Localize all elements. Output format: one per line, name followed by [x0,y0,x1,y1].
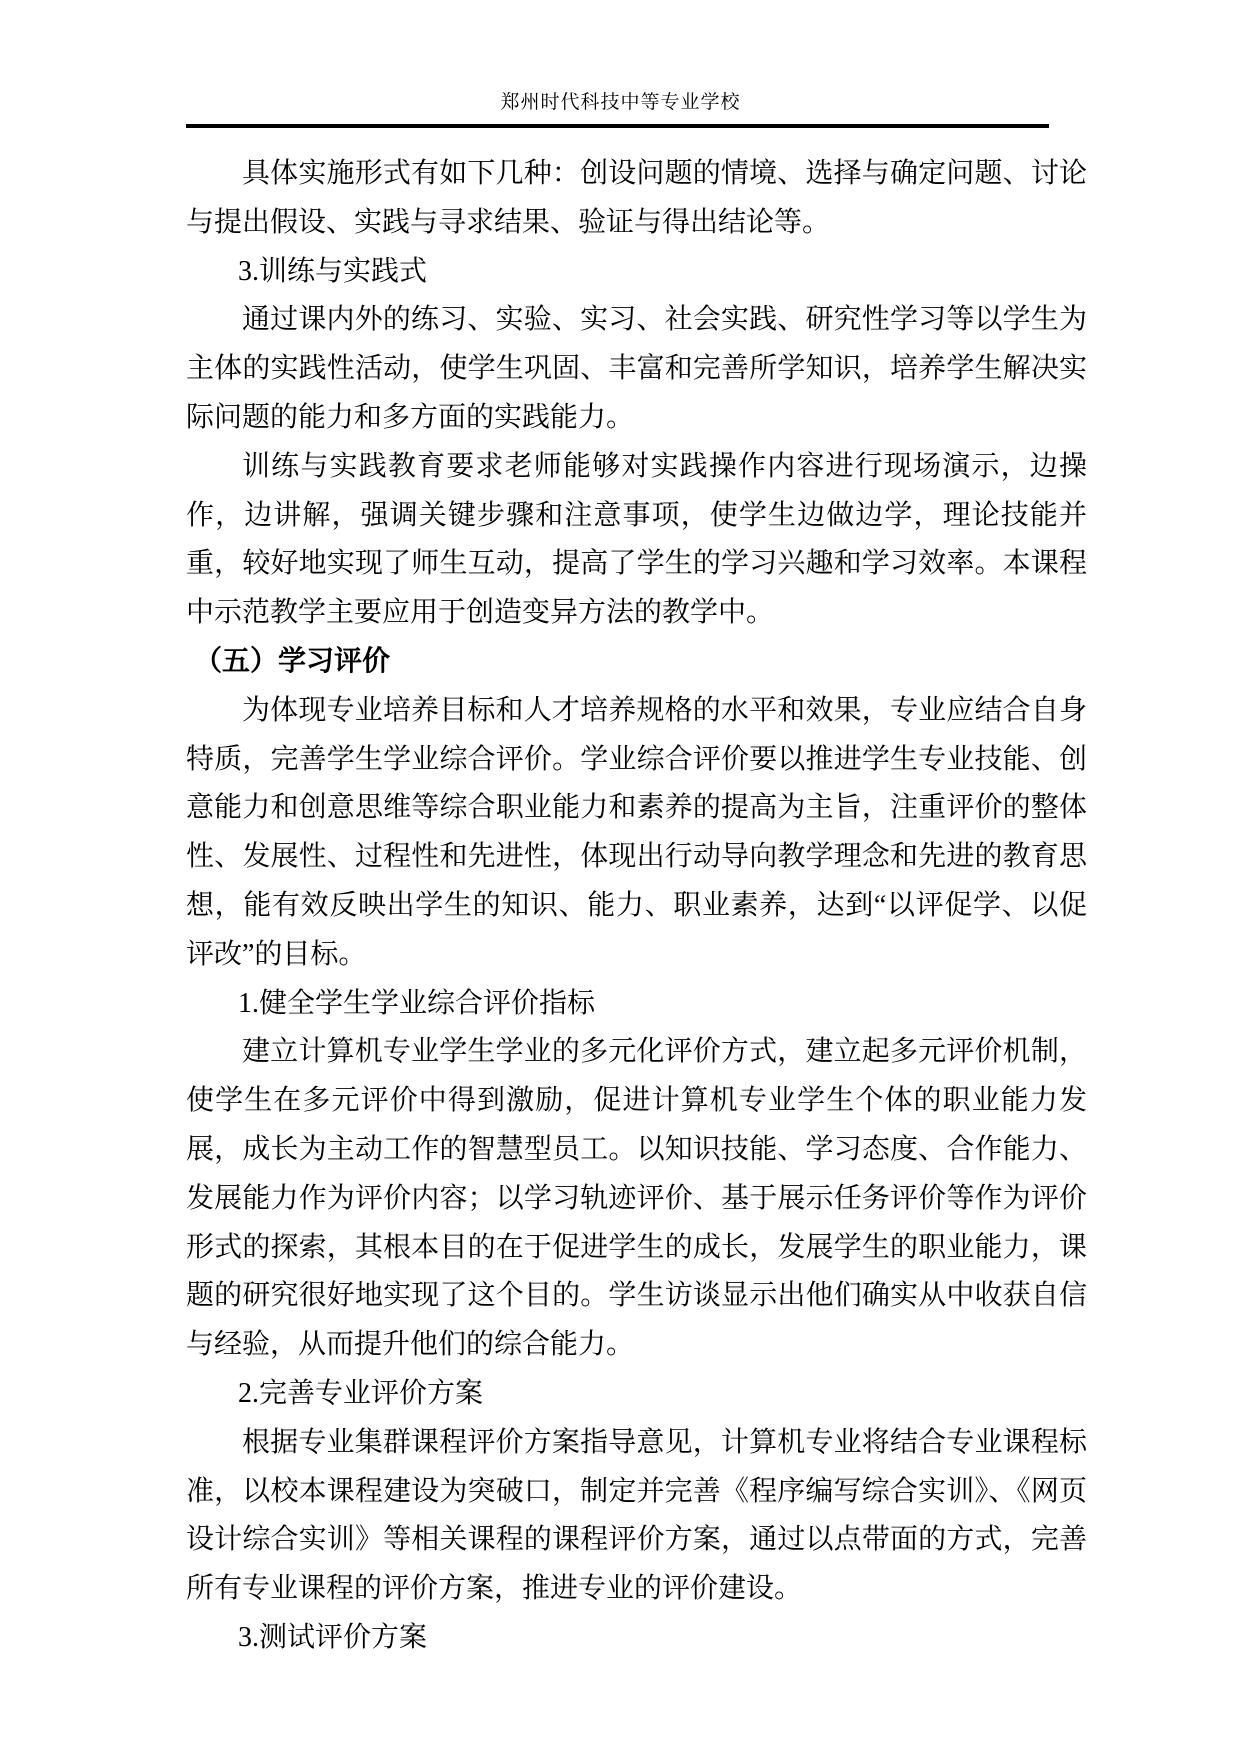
header-rule [186,124,1049,128]
document-body [186,150,1087,1663]
paragraph-practice-activities: 通过课内外的练习、实验、实习、社会实践、研究性学习等以学生为主体的实践性活动，使学生巩固、丰富和完善所学知识，培养学生解决实际问题的能力和多方面的实践能力。 [186,304,1087,433]
paragraph-course-evaluation-plan: 根据专业集群课程评价方案指导意见，计算机专业将结合专业课程标准，以校本课程建设为突破口，制定并完善《程序编写综合实训》、《网页设计综合实训》等相关课程的课程评价方案，通过以点带面的方式，完善所有专业课程的评价方案，推进专业的评价建设。 [186,1426,1087,1605]
paragraph-evaluation-overview: 为体现专业培养目标和人才培养规格的水平和效果，专业应结合自身特质，完善学生学业综合评价。学业综合评价要以推进学生专业技能、创意能力和创意思维等综合职业能力和素养的提高为主旨，注重评价的整体性、发展性、过程性和先进性，体现出行动导向教学理念和先进的教育思想，能有效反映出学生的知识、能力、职业素养，达到“以评促学、以促评改”的目标。 [186,694,1087,970]
paragraph-multi-evaluation: 建立计算机专业学生学业的多元化评价方式，建立起多元评价机制，使学生在多元评价中得到激励，促进计算机专业学生个体的职业能力发展，成长为主动工作的智慧型员工。以知识技能、学习态度、合作能力、发展能力作为评价内容；以学习轨迹评价、基于展示任务评价等作为评价形式的探索，其根本目的在于促进学生的成长，发展学生的职业能力，课题的研究很好地实现了这个目的。学生访谈显示出他们确实从中收获自信与经验，从而提升他们的综合能力。 [186,1036,1087,1361]
numbered-item-evaluation-indicators: 1.健全学生学业综合评价指标 [238,987,596,1019]
paragraph-training-requirements: 训练与实践教育要求老师能够对实践操作内容进行现场演示，边操作，边讲解，强调关键步骤和注意事项，使学生边做边学，理论技能并重，较好地实现了师生互动，提高了学生的学习兴趣和学习效率。本课程中示范教学主要应用于创造变异方法的教学中。 [186,450,1087,629]
header-school-name: 郑州时代科技中等专业学校 [500,92,741,113]
numbered-item-training-practice: 3.训练与实践式 [238,255,428,287]
paragraph-implementation-forms: 具体实施形式有如下几种：创设问题的情境、选择与确定问题、讨论与提出假设、实践与寻求结果、验证与得出结论等。 [186,158,1087,238]
numbered-item-evaluation-plan: 2.完善专业评价方案 [238,1377,484,1409]
numbered-item-test-evaluation-plan: 3.测试评价方案 [238,1621,428,1653]
section-heading-learning-evaluation: （五）学习评价 [194,645,391,677]
